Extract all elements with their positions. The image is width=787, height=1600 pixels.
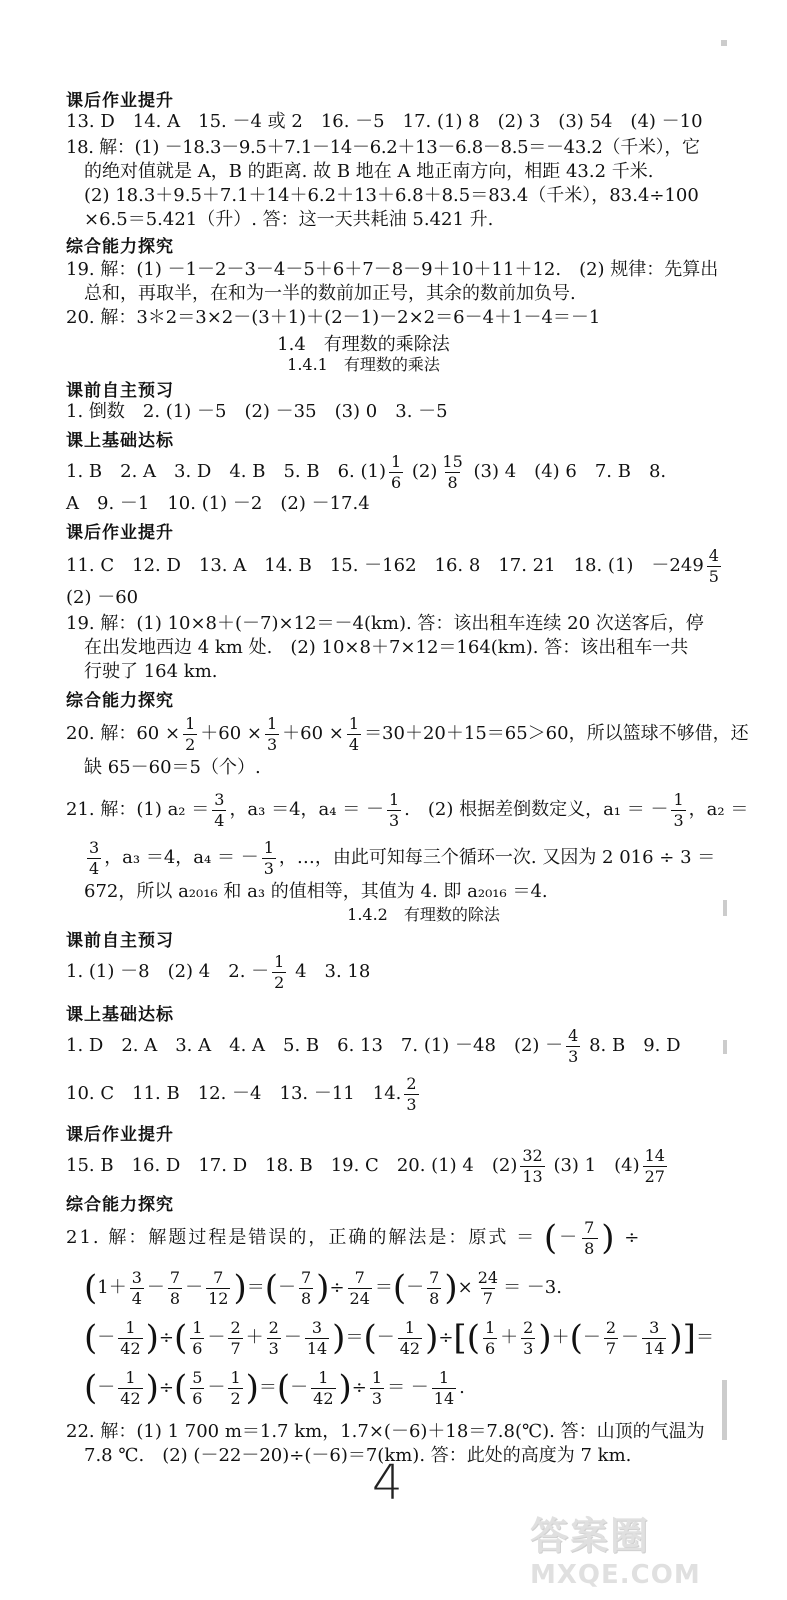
fraction: $\frac{14}{27}$	[644, 1145, 665, 1186]
answer-line: 缺 65－60＝5（个）.	[84, 757, 261, 778]
answer-line: 20. 解：3＊2＝3×2－(3＋1)＋(2－1)－2×2＝6－4＋1－4＝－1	[66, 307, 601, 328]
answer-line: A 9. －1 10. (1) －2 (2) －17.4	[66, 493, 370, 514]
fraction: $\frac{32}{13}$	[522, 1145, 543, 1186]
fraction: $\frac{1}{2}$	[185, 713, 196, 754]
fraction: $\frac{3}{4}$	[214, 789, 225, 830]
section-heading: 课前自主预习	[66, 381, 174, 401]
answer-line: 15. B 16. D 17. D 18. B 19. C 20. (1) 4 (2) $\frac{32}{13}$ (3) 1 (4) $\frac{14}{27}$	[66, 1145, 665, 1186]
answer-line: 行驶了 164 km.	[84, 661, 218, 682]
section-title: 1.4 有理数的乘除法	[277, 334, 450, 355]
fraction: $\frac{1}{3}$	[263, 837, 274, 878]
scan-edge-mark	[723, 1040, 727, 1054]
fraction: $\frac{1}{3}$	[388, 789, 400, 830]
fraction: $\frac{1}{2}$	[274, 951, 285, 992]
section-heading: 课前自主预习	[66, 931, 174, 951]
scan-edge-mark	[723, 900, 727, 916]
scan-edge-mark	[722, 1380, 727, 1440]
subsection-title: 1.4.1 有理数的乘法	[287, 355, 440, 374]
section-heading: 综合能力探究	[66, 1195, 174, 1215]
fraction: $\frac{2}{3}$	[406, 1073, 417, 1114]
answer-line: $\frac{3}{4}$ ，a₃ ＝4，a₄ ＝ － $\frac{1}{3}$ ，…，由此可知每三个循环一次. 又因为 2 016 ÷ 3 ＝	[89, 837, 716, 878]
section-heading: 课后作业提升	[66, 523, 174, 543]
answer-line: 11. C 12. D 13. A 14. B 15. －162 16. 8 17. 21 18. (1) －249 $\frac{4}{5}$	[66, 545, 719, 586]
answer-line: 22. 解：(1) 1 700 m＝1.7 km，1.7×(－6)＋18＝7.8(℃). 答：山顶的气温为	[66, 1421, 705, 1442]
watermark-logo: 答案圈 MXQE.COM	[530, 1514, 701, 1590]
fraction: $\frac{1}{4}$	[348, 713, 360, 754]
answer-line: ×6.5＝5.421（升）. 答：这一天共耗油 5.421 升.	[84, 209, 494, 230]
math-line: (－ $\frac{1}{42}$ )÷( $\frac{1}{6}$ － $\frac{2}{7}$ ＋ $\frac{2}{3}$ － $\frac{3}{14}$ )＝(－ $\frac{1}{42}$ )÷[( $\frac{1}{6}$ ＋ $\frac{2}{3}$ )＋(－ $\frac{2}{7}$ － $\frac{3}{14}$ )]＝	[84, 1317, 714, 1358]
section-heading: 课上基础达标	[66, 1005, 174, 1025]
section-heading: 课后作业提升	[66, 91, 174, 111]
answer-line: 1. (1) －8 (2) 4 2. － $\frac{1}{2}$ 4 3. 18	[66, 951, 371, 992]
answer-line: 10. C 11. B 12. －4 13. －11 14. $\frac{2}{3}$	[66, 1073, 417, 1114]
math-line: (1＋ $\frac{3}{4}$ － $\frac{7}{8}$ － $\frac{7}{12}$ )＝(－ $\frac{7}{8}$ )÷ $\frac{7}{24}$ ＝(－ $\frac{7}{8}$ )× $\frac{24}{7}$ ＝ －3.	[84, 1267, 562, 1308]
answer-line: 总和，再取半，在和为一半的数前加正号，其余的数前加负号.	[84, 283, 576, 304]
answer-line: 19. 解：(1) －1－2－3－4－5＋6＋7－8－9＋10＋11＋12. (2) 规律：先算出	[66, 259, 719, 280]
fraction: $\frac{3}{4}$	[89, 837, 100, 878]
answer-line: 13. D 14. A 15. －4 或 2 16. －5 17. (1) 8 (2) 3 (3) 54 (4) －10	[66, 111, 703, 132]
section-heading: 综合能力探究	[66, 691, 174, 711]
answer-line: 19. 解：(1) 10×8＋(－7)×12＝－4(km). 答：该出租车连续 20 次送客后，停	[66, 613, 704, 634]
answer-line: (2) 18.3＋9.5＋7.1＋14＋6.2＋13＋6.8＋8.5＝83.4（千米），83.4÷100	[84, 185, 699, 206]
answer-line: 1. B 2. A 3. D 4. B 5. B 6. (1) $\frac{1}{6}$ (2) $\frac{15}{8}$ (3) 4 (4) 6 7. B 8.	[66, 451, 667, 492]
fraction: $\frac{15}{8}$	[442, 451, 463, 492]
answer-line: 1. 倒数 2. (1) －5 (2) －35 (3) 0 3. －5	[66, 401, 448, 422]
answer-line: 7.8 ℃. (2) (－22－20)÷(－6)＝7(km). 答：此处的高度为 7 km.	[84, 1445, 632, 1466]
fraction: $\frac{4}{5}$	[708, 545, 719, 586]
math-line: (－ $\frac{1}{42}$ )÷( $\frac{5}{6}$ － $\frac{1}{2}$ )＝(－ $\frac{1}{42}$ )÷ $\frac{1}{3}$ ＝ － $\frac{1}{14}$ .	[84, 1367, 465, 1408]
scan-edge-mark	[721, 40, 727, 46]
fraction: $\frac{1}{6}$	[390, 451, 402, 492]
fraction: $\frac{4}{3}$	[568, 1025, 579, 1066]
answer-line: (2) －60	[66, 587, 139, 608]
subsection-title: 1.4.2 有理数的除法	[347, 905, 500, 924]
section-heading: 课后作业提升	[66, 1125, 174, 1145]
section-heading: 课上基础达标	[66, 431, 174, 451]
section-heading: 综合能力探究	[66, 237, 174, 257]
fraction: $\frac{1}{3}$	[266, 713, 278, 754]
page-number: 4	[372, 1455, 403, 1511]
answer-line: 在出发地西边 4 km 处. (2) 10×8＋7×12＝164(km). 答：该出租车一共	[84, 637, 689, 658]
answer-line: 21. 解：(1) a₂ ＝ $\frac{3}{4}$ ，a₃ ＝4，a₄ ＝ － $\frac{1}{3}$ . (2) 根据差倒数定义，a₁ ＝ － $\frac{1}{3}$ ，a₂ ＝	[66, 789, 749, 830]
answer-line: 20. 解：60 × $\frac{1}{2}$ ＋60 × $\frac{1}{3}$ ＋60 × $\frac{1}{4}$ ＝30＋20＋15＝65＞60，所以篮球不够借，还	[66, 713, 749, 754]
answer-line: 672，所以 a₂₀₁₆ 和 a₃ 的值相等，其值为 4. 即 a₂₀₁₆ ＝4.	[84, 881, 548, 902]
answer-line: 18. 解：(1) －18.3－9.5＋7.1－14－6.2＋13－6.8－8.5＝－43.2（千米），它	[66, 137, 700, 158]
answer-line: 21. 解：解题过程是错误的，正确的解法是：原式 ＝ (－ $\frac{7}{8}$ ) ÷	[66, 1217, 642, 1258]
answer-line: 1. D 2. A 3. A 4. A 5. B 6. 13 7. (1) －48 (2) － $\frac{4}{3}$ 8. B 9. D	[66, 1025, 681, 1066]
fraction: $\frac{1}{3}$	[673, 789, 684, 830]
answer-line: 的绝对值就是 A，B 的距离. 故 B 地在 A 地正南方向，相距 43.2 千米.	[84, 161, 654, 182]
